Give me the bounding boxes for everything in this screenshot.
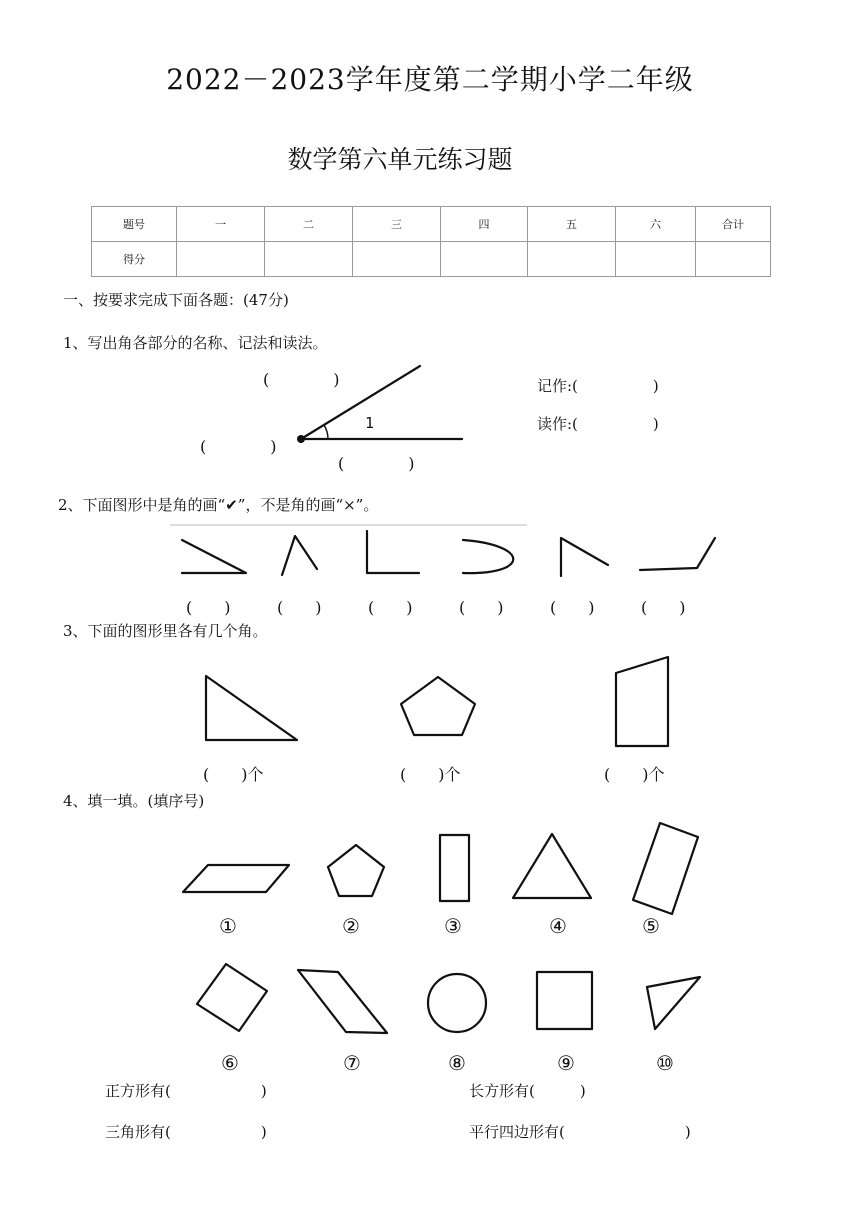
table-cell: 三 xyxy=(353,207,441,242)
question-4-text: 4、填一填。(填序号) xyxy=(63,792,205,810)
answer-blank[interactable]: ( ) xyxy=(263,370,340,389)
answer-blank[interactable]: ( )个 xyxy=(604,765,665,784)
angle-label: 1 xyxy=(365,414,375,432)
figure-label: ② xyxy=(342,914,360,938)
figure-label: ⑦ xyxy=(343,1051,361,1075)
read-as-blank[interactable]: 读作:( ) xyxy=(537,415,659,433)
answer-blank[interactable]: ( ) xyxy=(200,437,277,456)
figure-label: ① xyxy=(219,914,237,938)
triangles-blank[interactable]: 三角形有( ) xyxy=(105,1123,267,1141)
answer-blank[interactable]: ( )个 xyxy=(400,765,461,784)
figure-label: ⑩ xyxy=(656,1051,674,1075)
rectangles-blank[interactable]: 长方形有( ) xyxy=(469,1082,586,1100)
figure-label: ③ xyxy=(444,914,462,938)
answer-blank[interactable]: ( ) xyxy=(641,598,686,617)
table-cell: 五 xyxy=(528,207,616,242)
table-cell: 二 xyxy=(265,207,353,242)
table-cell: 题号 xyxy=(92,207,177,242)
parallelograms-blank[interactable]: 平行四边形有( ) xyxy=(469,1123,691,1141)
table-cell: 四 xyxy=(441,207,528,242)
page-subtitle: 数学第六单元练习题 xyxy=(287,145,513,174)
question-2-text: 2、下面图形中是角的画“✔”，不是角的画“×”。 xyxy=(58,496,379,514)
figure-label: ⑥ xyxy=(221,1051,239,1075)
table-cell: 一 xyxy=(177,207,265,242)
answer-blank[interactable]: ( )个 xyxy=(203,765,264,784)
answer-blank[interactable]: ( ) xyxy=(550,598,595,617)
write-as-blank[interactable]: 记作:( ) xyxy=(537,377,659,395)
page-title: 2022－2023学年度第二学期小学二年级 xyxy=(166,63,694,96)
figure-label: ⑧ xyxy=(448,1051,466,1075)
figure-label: ④ xyxy=(549,914,567,938)
question-3-text: 3、下面的图形里各有几个角。 xyxy=(63,622,268,640)
answer-blank[interactable]: ( ) xyxy=(459,598,504,617)
answer-blank[interactable]: ( ) xyxy=(186,598,231,617)
answer-blank[interactable]: ( ) xyxy=(368,598,413,617)
answer-blank[interactable]: ( ) xyxy=(338,454,415,473)
squares-blank[interactable]: 正方形有( ) xyxy=(105,1082,267,1100)
answer-blank[interactable]: ( ) xyxy=(277,598,322,617)
table-cell: 六 xyxy=(616,207,696,242)
question-1-text: 1、写出角各部分的名称、记法和读法。 xyxy=(63,334,328,352)
section-heading: 一、按要求完成下面各题：(47分) xyxy=(63,291,289,309)
figure-label: ⑤ xyxy=(642,914,660,938)
table-cell: 得分 xyxy=(92,242,177,277)
figure-label: ⑨ xyxy=(557,1051,575,1075)
table-cell: 合计 xyxy=(696,207,771,242)
